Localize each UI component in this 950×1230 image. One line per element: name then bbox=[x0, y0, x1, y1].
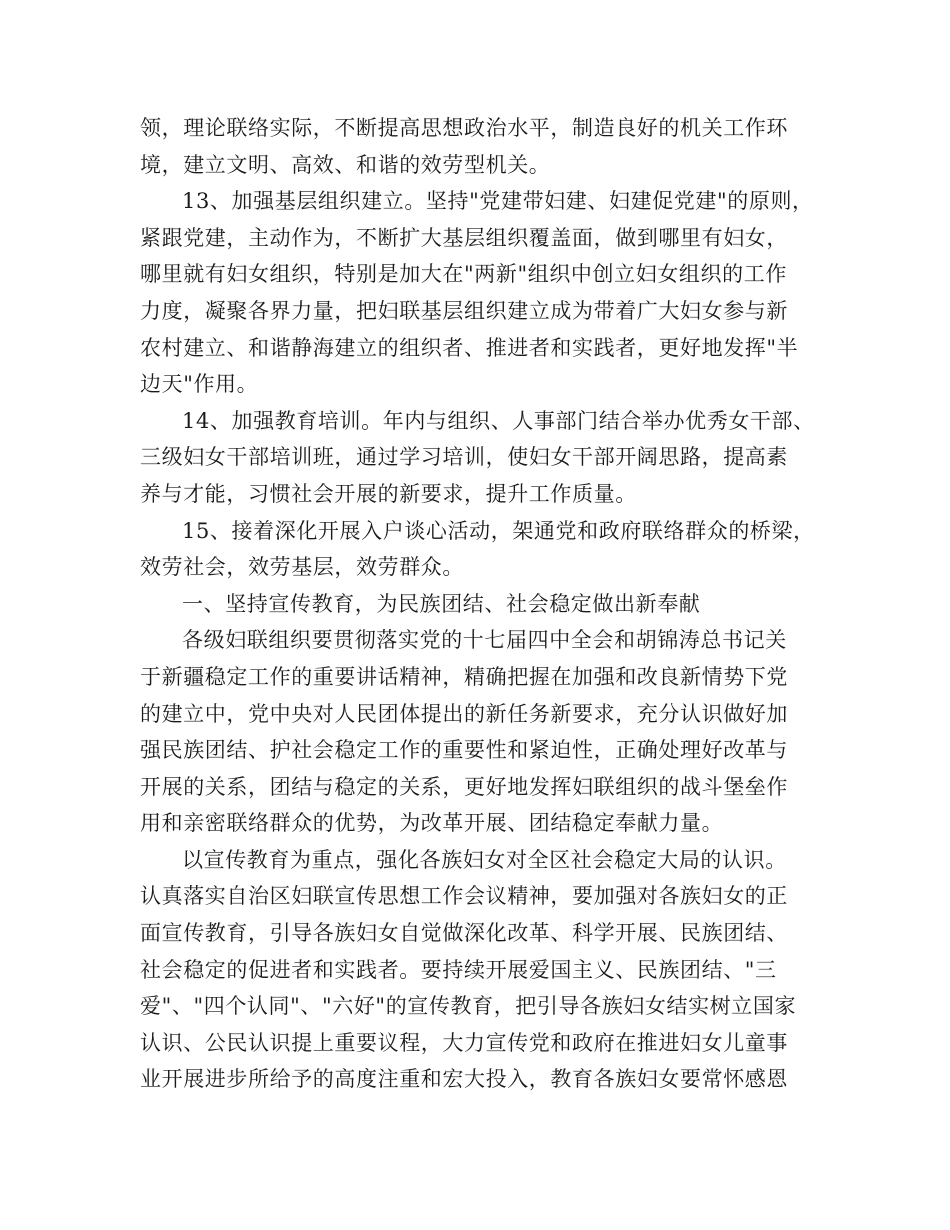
text-line: 15、接着深化开展入户谈心活动，架通党和政府联络群众的桥梁， bbox=[182, 518, 815, 543]
text-line: 认真落实自治区妇联宣传思想工作会议精神，要加强对各族妇女的正 bbox=[140, 884, 788, 909]
text-line: 业开展进步所给予的高度注重和宏大投入，教育各族妇女要常怀感恩 bbox=[140, 1067, 788, 1092]
text-line: 14、加强教育培训。年内与组织、人事部门结合举办优秀女干部、 bbox=[182, 408, 815, 433]
text-line: 力度，凝聚各界力量，把妇联基层组织建立成为带着广大妇女参与新 bbox=[140, 298, 788, 323]
text-line: 于新疆稳定工作的重要讲话精神，精确把握在加强和改良新情势下党 bbox=[140, 664, 788, 689]
text-line: 养与才能，习惯社会开展的新要求，提升工作质量。 bbox=[140, 481, 637, 506]
text-line: 边天"作用。 bbox=[140, 372, 259, 397]
text-line: 各级妇联组织要贯彻落实党的十七届四中全会和胡锦涛总书记关 bbox=[182, 628, 787, 653]
text-line: 哪里就有妇女组织，特别是加大在"两新"组织中创立妇女组织的工作 bbox=[140, 262, 787, 287]
text-line: 三级妇女干部培训班，通过学习培训，使妇女干部开阔思路，提高素 bbox=[140, 445, 788, 470]
body-text bbox=[140, 110, 830, 1098]
text-line: 效劳社会，效劳基层，效劳群众。 bbox=[140, 555, 464, 580]
text-line: 的建立中，党中央对人民团体提出的新任务新要求，充分认识做好加 bbox=[140, 701, 788, 726]
text-line: 爱"、"四个认同"、"六好"的宣传教育，把引导各族妇女结实树立国家 bbox=[140, 994, 797, 1019]
text-line: 紧跟党建，主动作为，不断扩大基层组织覆盖面，做到哪里有妇女， bbox=[140, 225, 788, 250]
text-line: 用和亲密联络群众的优势，为改革开展、团结稳定奉献力量。 bbox=[140, 811, 724, 836]
text-line: 强民族团结、护社会稳定工作的重要性和紧迫性，正确处理好改革与 bbox=[140, 738, 788, 763]
text-line: 农村建立、和谐静海建立的组织者、推进者和实践者，更好地发挥"半 bbox=[140, 335, 799, 360]
text-line: 领，理论联络实际，不断提高思想政治水平，制造良好的机关工作环 bbox=[140, 116, 788, 140]
text-line: 开展的关系，团结与稳定的关系，更好地发挥妇联组织的战斗堡垒作 bbox=[140, 774, 788, 799]
text-line: 境，建立文明、高效、和谐的效劳型机关。 bbox=[140, 152, 551, 177]
text-line: 认识、公民认识提上重要议程，大力宣传党和政府在推进妇女儿童事 bbox=[140, 1030, 788, 1055]
text-line: 一、坚持宣传教育，为民族团结、社会稳定做出新奉献 bbox=[182, 591, 701, 616]
text-line: 13、加强基层组织建立。坚持"党建带妇建、妇建促党建"的原则， bbox=[182, 189, 814, 214]
text-line: 以宣传教育为重点，强化各族妇女对全区社会稳定大局的认识。 bbox=[182, 847, 787, 872]
text-line: 社会稳定的促进者和实践者。要持续开展爱国主义、民族团结、"三 bbox=[140, 957, 777, 982]
text-line: 面宣传教育，引导各族妇女自觉做深化改革、科学开展、民族团结、 bbox=[140, 921, 788, 946]
